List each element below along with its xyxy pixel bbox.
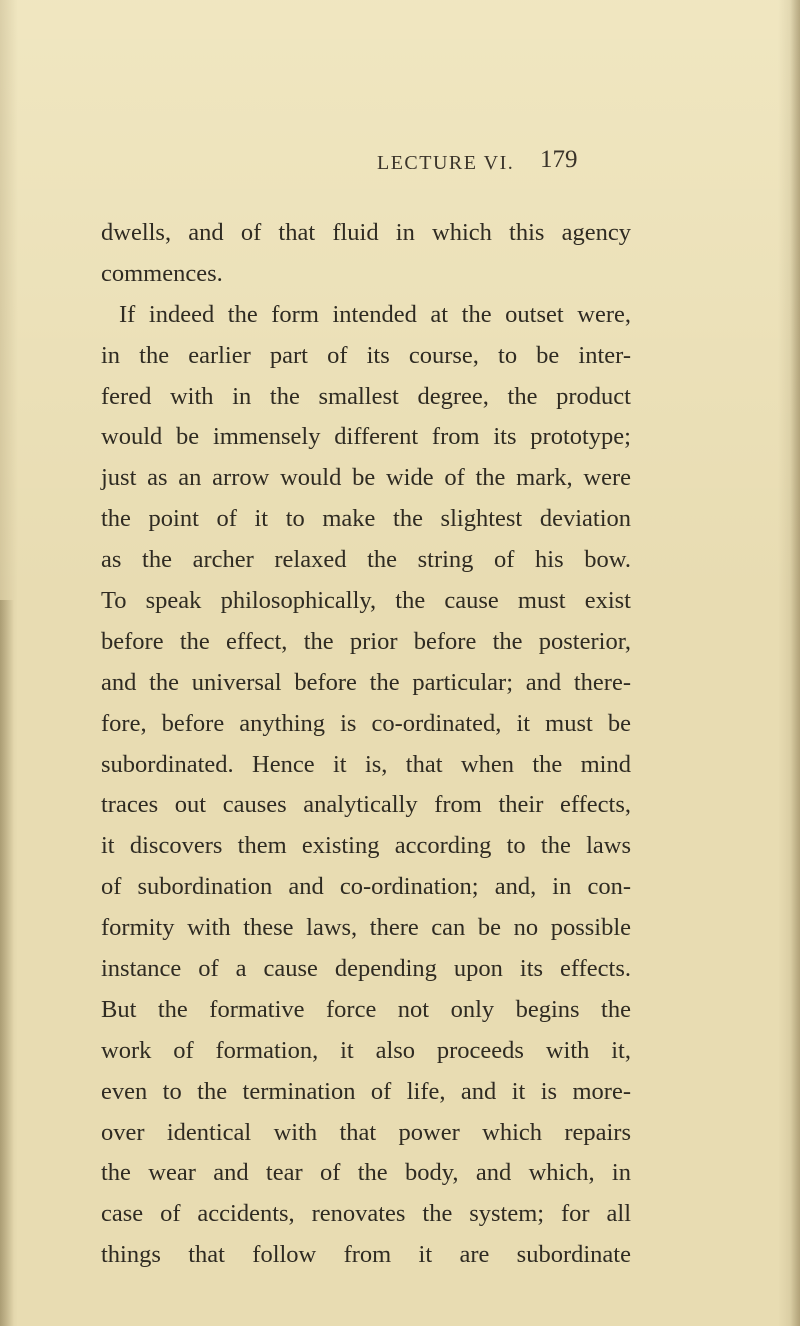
- text-line: of subordination and co-ordination; and, in con-: [101, 873, 631, 901]
- text-line: as the archer relaxed the string of his bow.: [101, 546, 631, 574]
- text-line: it discovers them existing according to the laws: [101, 832, 631, 860]
- text-line: instance of a cause depending upon its effects.: [101, 955, 631, 983]
- text-line: If indeed the form intended at the outset were,: [119, 300, 631, 328]
- text-line: before the effect, the prior before the posterior,: [101, 627, 631, 655]
- page-number: 179: [540, 146, 578, 173]
- section-label: LECTURE VI.: [377, 152, 515, 174]
- text-line: case of accidents, renovates the system; for all: [101, 1200, 631, 1228]
- text-line: the wear and tear of the body, and which, in: [101, 1159, 631, 1187]
- text-line: would be immensely different from its prototype;: [101, 423, 631, 451]
- text-line: just as an arrow would be wide of the mark, were: [101, 464, 631, 492]
- text-line: subordinated. Hence it is, that when the mind: [101, 750, 631, 778]
- text-line: But the formative force not only begins the: [101, 995, 631, 1023]
- text-line: To speak philosophically, the cause must exist: [101, 587, 631, 615]
- text-line: over identical with that power which repairs: [101, 1118, 631, 1146]
- text-line: traces out causes analytically from their effects,: [101, 791, 631, 819]
- text-line: and the universal before the particular; and there-: [101, 668, 631, 696]
- text-line: even to the termination of life, and it is more-: [101, 1077, 631, 1105]
- text-line: commences.: [101, 259, 223, 287]
- text-line: dwells, and of that fluid in which this agency: [101, 219, 631, 246]
- text-line: the point of it to make the slightest deviation: [101, 505, 631, 533]
- body-text: [101, 213, 631, 1276]
- text-line: things that follow from it are subordinate: [101, 1241, 631, 1269]
- text-line: in the earlier part of its course, to be inter-: [101, 341, 631, 369]
- text-line: fered with in the smallest degree, the product: [101, 382, 631, 410]
- text-line: formity with these laws, there can be no possible: [101, 914, 631, 942]
- running-head: [0, 146, 800, 186]
- text-line: work of formation, it also proceeds with it,: [101, 1036, 631, 1064]
- text-line: fore, before anything is co-ordinated, it must be: [101, 709, 631, 737]
